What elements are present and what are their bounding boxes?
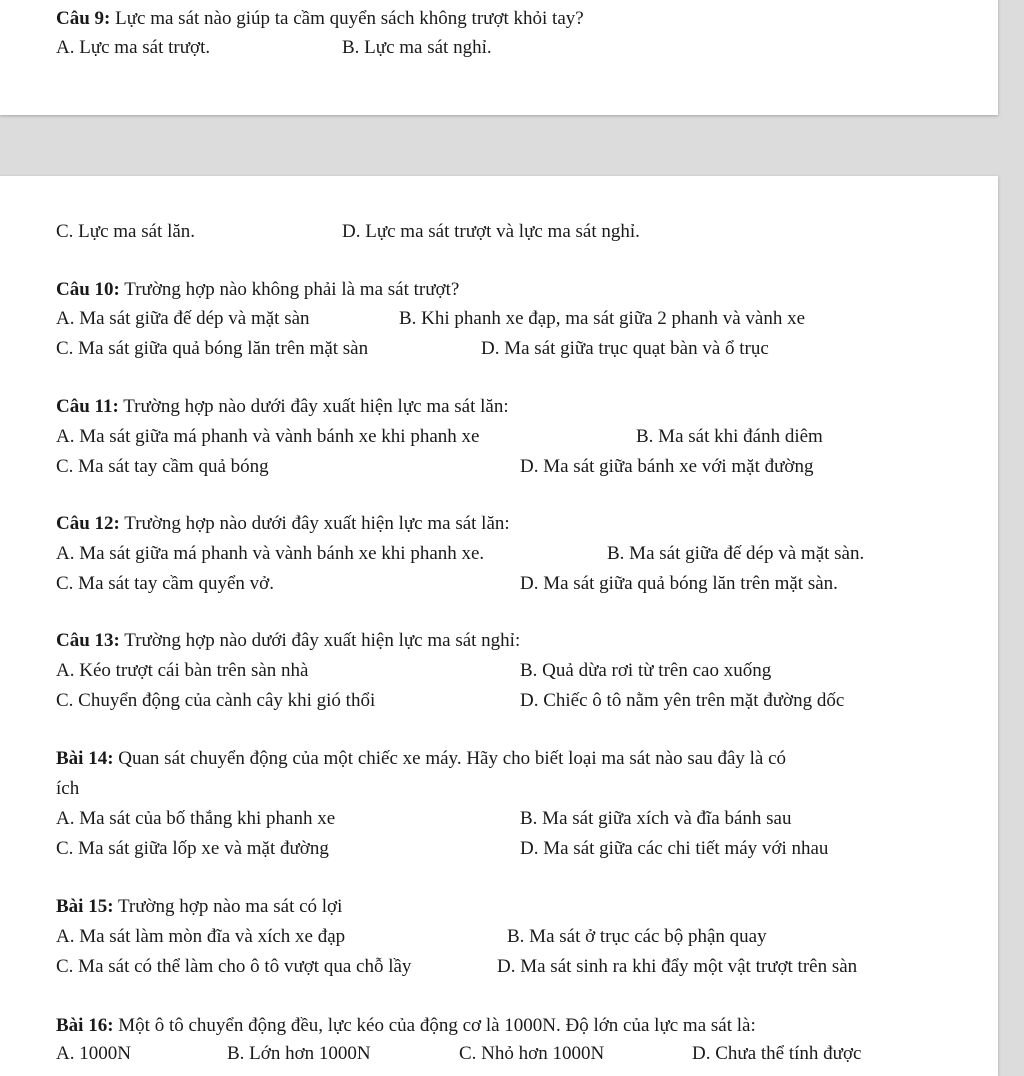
- question-13-option-c: C. Chuyển động của cành cây khi gió thổi: [56, 690, 376, 711]
- question-9-option-a: A. Lực ma sát trượt.: [56, 37, 211, 58]
- question-13-option-b: B. Quả dừa rơi từ trên cao xuống: [520, 660, 772, 681]
- question-14-stem-continued: ích: [56, 778, 80, 799]
- question-15-option-a: A. Ma sát làm mòn đĩa và xích xe đạp: [56, 926, 346, 947]
- question-14-option-c: C. Ma sát giữa lốp xe và mặt đường: [56, 838, 329, 859]
- question-10-option-a: A. Ma sát giữa đế dép và mặt sàn: [56, 308, 310, 329]
- question-11-option-b: B. Ma sát khi đánh diêm: [636, 426, 823, 447]
- question-14-option-b: B. Ma sát giữa xích và đĩa bánh sau: [520, 808, 792, 829]
- question-9-label: Câu 9:: [56, 8, 111, 29]
- question-11-label: Câu 11:: [56, 396, 119, 417]
- question-12-option-d: D. Ma sát giữa quả bóng lăn trên mặt sàn.: [520, 573, 838, 594]
- question-16-option-c: C. Nhỏ hơn 1000N: [459, 1043, 605, 1064]
- question-12-text: Trường hợp nào dưới đây xuất hiện lực ma sát lăn:: [119, 513, 510, 534]
- question-13-stem: [56, 629, 520, 653]
- question-11-option-c: C. Ma sát tay cầm quả bóng: [56, 456, 269, 477]
- question-12-option-b: B. Ma sát giữa đế dép và mặt sàn.: [607, 543, 865, 564]
- question-14-option-d: D. Ma sát giữa các chi tiết máy với nhau: [520, 838, 829, 859]
- question-13-text: Trường hợp nào dưới đây xuất hiện lực ma sát nghỉ:: [119, 630, 521, 651]
- question-10-option-b: B. Khi phanh xe đạp, ma sát giữa 2 phanh và vành xe: [399, 308, 806, 329]
- question-16-stem: [56, 1014, 756, 1038]
- question-15-stem: [56, 895, 342, 919]
- question-14-text: Quan sát chuyển động của một chiếc xe máy. Hãy cho biết loại ma sát nào sau đây là có: [113, 748, 787, 769]
- question-15-option-d: D. Ma sát sinh ra khi đẩy một vật trượt trên sàn: [497, 956, 858, 977]
- question-16-option-d: D. Chưa thể tính được: [692, 1043, 862, 1064]
- question-11-option-a: A. Ma sát giữa má phanh và vành bánh xe khi phanh xe: [56, 426, 480, 447]
- question-14-option-a: A. Ma sát của bố thắng khi phanh xe: [56, 808, 336, 829]
- question-10-option-c: C. Ma sát giữa quả bóng lăn trên mặt sàn: [56, 338, 369, 359]
- question-11-text: Trường hợp nào dưới đây xuất hiện lực ma sát lăn:: [118, 396, 509, 417]
- question-13-option-d: D. Chiếc ô tô nằm yên trên mặt đường dốc: [520, 690, 845, 711]
- question-16-text: Một ô tô chuyển động đều, lực kéo của động cơ là 1000N. Độ lớn của lực ma sát là:: [113, 1015, 756, 1036]
- question-12-stem: [56, 512, 510, 536]
- question-16-label: Bài 16:: [56, 1015, 114, 1036]
- question-10-label: Câu 10:: [56, 279, 120, 300]
- question-15-label: Bài 15:: [56, 896, 114, 917]
- question-13-label: Câu 13:: [56, 630, 120, 651]
- question-15-option-b: B. Ma sát ở trục các bộ phận quay: [507, 926, 767, 947]
- question-12-option-a: A. Ma sát giữa má phanh và vành bánh xe khi phanh xe.: [56, 543, 485, 564]
- question-12-option-c: C. Ma sát tay cầm quyển vở.: [56, 573, 274, 594]
- question-9-option-c: C. Lực ma sát lăn.: [56, 221, 196, 242]
- question-9-option-b: B. Lực ma sát nghỉ.: [342, 37, 492, 58]
- question-16-option-a: A. 1000N: [56, 1043, 131, 1064]
- question-12-label: Câu 12:: [56, 513, 120, 534]
- question-14-label: Bài 14:: [56, 748, 114, 769]
- question-10-option-d: D. Ma sát giữa trục quạt bàn và ổ trục: [481, 338, 769, 359]
- document-page-bottom: [0, 176, 998, 1076]
- question-15-text: Trường hợp nào ma sát có lợi: [113, 896, 343, 917]
- question-13-option-a: A. Kéo trượt cái bàn trên sàn nhà: [56, 660, 309, 681]
- question-9-stem: [56, 7, 584, 31]
- question-16-option-b: B. Lớn hơn 1000N: [227, 1043, 371, 1064]
- question-10-text: Trường hợp nào không phải là ma sát trượt?: [119, 279, 460, 300]
- question-9-option-d: D. Lực ma sát trượt và lực ma sát nghỉ.: [342, 221, 640, 242]
- document-page-top: [0, 0, 998, 115]
- question-9-text: Lực ma sát nào giúp ta cầm quyển sách không trượt khỏi tay?: [110, 8, 584, 29]
- question-10-stem: [56, 278, 459, 302]
- question-15-option-c: C. Ma sát có thể làm cho ô tô vượt qua chỗ lầy: [56, 956, 412, 977]
- question-11-stem: [56, 395, 509, 419]
- question-11-option-d: D. Ma sát giữa bánh xe với mặt đường: [520, 456, 814, 477]
- question-14-stem: [56, 747, 786, 771]
